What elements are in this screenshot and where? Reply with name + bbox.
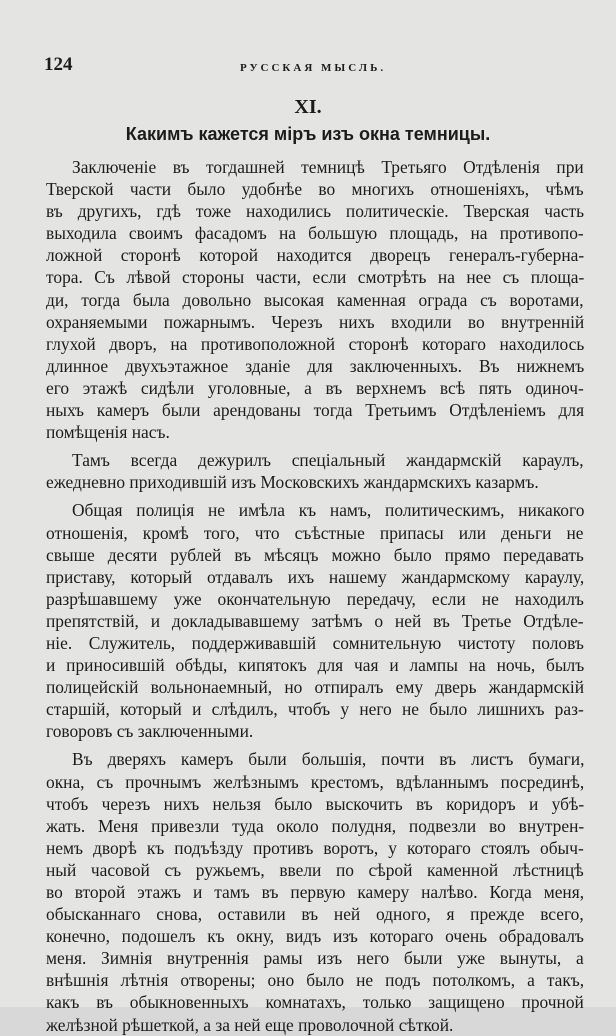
- page-number: 124: [44, 54, 73, 75]
- text-line: разрѣшавшему уже окончательную передачу, если не находилъ: [46, 588, 584, 609]
- text-line: немъ дворѣ къ подъѣзду противъ воротъ, у котораго стоялъ обыч-: [46, 837, 584, 858]
- text-line: внѣшнія лѣтнія отворены; оно было не подъ потолкомъ, а такъ,: [46, 970, 584, 991]
- paragraph: [46, 748, 584, 1035]
- running-header: [44, 54, 584, 76]
- text-line: выходила своимъ фасадомъ на большую площадь, на противопо-: [46, 223, 584, 244]
- text-line: ный часовой съ ружьемъ, ввели по сѣрой каменной лѣстницѣ: [46, 859, 584, 880]
- text-line: конечно, подошелъ къ окну, видъ изъ котораго очень обрадовалъ: [46, 926, 584, 947]
- text-line: и приносившій обѣды, кипятокъ для чая и лампы на ночь, былъ: [46, 655, 584, 676]
- body-text: [46, 156, 584, 1036]
- text-line: въ другихъ, гдѣ тоже находились политическіе. Тверская часть: [46, 201, 584, 222]
- text-line: охраняемыми пожарнымъ. Черезъ нихъ входили во внутренній: [46, 311, 584, 332]
- text-line: меня. Зимнія внутреннія рамы изъ него были уже вынуты, а: [46, 948, 584, 969]
- text-line: говоровъ съ заключенными.: [46, 721, 254, 742]
- text-line: тора. Съ лѣвой стороны части, если смотрѣть на нее съ площа-: [46, 267, 584, 288]
- text-line: чтобъ черезъ нихъ нельзя было выскочить въ коридоръ и убѣ-: [46, 793, 584, 814]
- chapter-number: XI.: [294, 96, 322, 118]
- text-line: приставу, который отдавалъ ихъ нашему жандармскому караулу,: [46, 566, 584, 587]
- chapter-title: Какимъ кажется міръ изъ окна темницы.: [125, 124, 491, 144]
- text-line: окна, съ прочнымъ желѣзнымъ крестомъ, вдѣланнымъ посрединѣ,: [46, 771, 584, 792]
- paragraph: [46, 449, 584, 493]
- text-line: Тверской части было удобнѣе во многихъ отношеніяхъ, чѣмъ: [46, 179, 584, 200]
- journal-title: РУССКАЯ МЫСЛЬ.: [240, 62, 387, 74]
- text-line: Заключеніе въ тогдашней темницѣ Третьяго Отдѣленія при: [72, 157, 584, 177]
- text-line: обысканнаго снова, оставили въ ней одного, я прежде всего,: [46, 904, 584, 925]
- text-line: какъ въ обыкновенныхъ комнатахъ, только защищено прочной: [46, 992, 584, 1013]
- text-line: Въ дверяхъ камеръ были большія, почти въ листъ бумаги,: [72, 749, 584, 770]
- text-line: Общая полиція не имѣла къ намъ, политическимъ, никакого: [72, 500, 584, 521]
- text-line: старшій, который и слѣдилъ, чтобъ у него не было лишнихъ раз-: [46, 699, 584, 720]
- text-line: ежедневно приходившій изъ Московскихъ жандармскихъ казармъ.: [46, 472, 539, 493]
- text-line: его этажѣ сидѣли уголовные, а въ верхнемъ всѣ пять одиноч-: [46, 377, 584, 398]
- text-line: желѣзной рѣшеткой, а за ней еще проволочной сѣткой.: [46, 1014, 454, 1035]
- paragraph: [46, 499, 584, 742]
- text-line: препятствій, и докладывавшему затѣмъ о ней въ Третье Отдѣле-: [46, 610, 584, 631]
- text-line: ніе. Служитель, поддерживавшій сомнительную чистоту половъ: [46, 632, 584, 653]
- text-line: длинное двухъэтажное зданіе для заключенныхъ. Въ нижнемъ: [46, 355, 584, 376]
- text-line: отношенія, кромѣ того, что съѣстные припасы или деньги не: [46, 522, 584, 543]
- text-line: глухой дворъ, на противоположной сторонѣ котораго находилось: [46, 333, 584, 354]
- paragraph: [46, 156, 584, 443]
- text-line: ныхъ камеръ были арендованы тогда Третьимъ Отдѣленіемъ для: [46, 400, 584, 421]
- text-line: помѣщенія насъ.: [46, 422, 170, 443]
- text-line: ди, тогда была довольно высокая каменная ограда съ воротами,: [46, 289, 584, 310]
- text-line: ложной сторонѣ которой находится дворецъ генералъ-губерна-: [46, 245, 584, 266]
- text-line: свыше десяти рублей въ мѣсяцъ можно было прямо передавать: [46, 544, 584, 565]
- text-line: жать. Меня привезли туда около полудня, подвезли во внутрен-: [46, 815, 584, 836]
- text-line: Тамъ всегда дежурилъ спеціальный жандармскій караулъ,: [72, 450, 584, 471]
- text-line: во второй этажъ и тамъ въ первую камеру налѣво. Когда меня,: [46, 882, 584, 902]
- text-line: полицейскій вольнонаемный, но отпиралъ ему дверь жандармскій: [46, 677, 584, 698]
